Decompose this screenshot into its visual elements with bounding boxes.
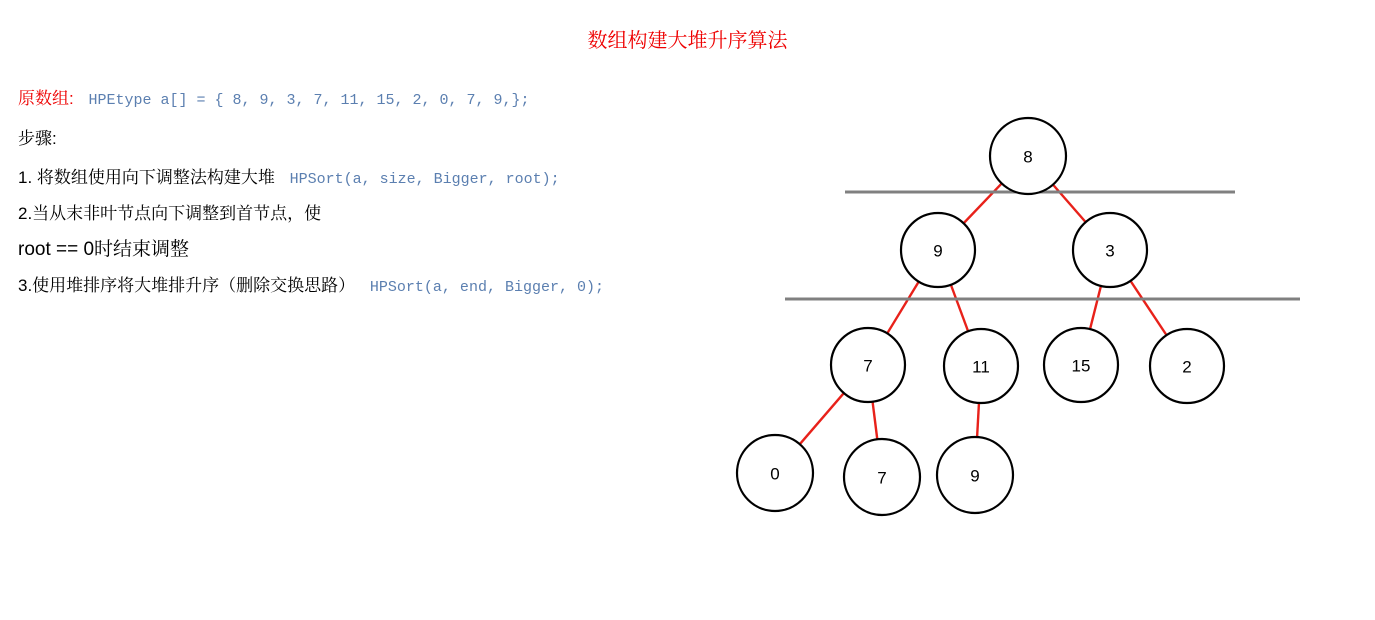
tree-edge [1052, 184, 1086, 223]
tree-edge [872, 401, 877, 441]
level-dividers-layer [785, 192, 1300, 299]
tree-edge [1130, 280, 1167, 336]
tree-node [990, 118, 1066, 194]
heap-tree-diagram [700, 90, 1360, 550]
tree-edge [963, 183, 1003, 224]
tree-nodes-layer [737, 118, 1224, 515]
tree-node-value: 9 [933, 241, 943, 261]
tree-node-value: 7 [877, 468, 887, 488]
tree-node-value: 3 [1105, 241, 1115, 261]
tree-node [737, 435, 813, 511]
step-1-code: HPSort(a, size, Bigger, root); [289, 170, 560, 188]
tree-node-value: 11 [972, 357, 990, 377]
tree-node [1150, 329, 1224, 403]
tree-node-value: 0 [770, 464, 780, 484]
step-3-line [18, 273, 738, 299]
tree-node [937, 437, 1013, 513]
step-2-continued: root == 0时结束调整 [18, 239, 190, 261]
step-3-code: HPSort(a, end, Bigger, 0); [369, 278, 604, 296]
tree-node-value: 15 [1071, 356, 1091, 376]
tree-node [944, 329, 1018, 403]
tree-node [1044, 328, 1118, 402]
step-2-line: 2.当从末非叶节点向下调整到首节点，使 [18, 204, 322, 224]
array-line [18, 86, 738, 112]
array-code: HPEtype a[] = { 8, 9, 3, 7, 11, 15, 2, 0, 7, 9,}; [88, 92, 530, 109]
steps-label: 步骤: [18, 129, 57, 149]
tree-edge [977, 402, 979, 438]
step-1-line [18, 165, 738, 191]
page-title: 数组构建大堆升序算法 [587, 30, 788, 52]
tree-edge [951, 284, 969, 332]
tree-node-value: 2 [1182, 357, 1192, 377]
step-3-text: 3.使用堆排序将大堆排升序（删除交换思路） [18, 275, 356, 295]
tree-node [831, 328, 905, 402]
tree-node [1073, 213, 1147, 287]
tree-edge [799, 392, 844, 445]
step-1-text: 1. 将数组使用向下调整法构建大堆 [18, 167, 275, 187]
tree-node-value: 8 [1023, 147, 1033, 167]
tree-node-value: 7 [863, 356, 873, 376]
tree-edge [887, 281, 920, 334]
tree-node-value: 9 [970, 466, 980, 486]
explanation-text-block [18, 86, 738, 299]
array-label: 原数组: [18, 89, 74, 108]
tree-node [901, 213, 975, 287]
heap-tree-svg [700, 90, 1360, 550]
tree-edge [1090, 285, 1101, 330]
tree-node [844, 439, 920, 515]
